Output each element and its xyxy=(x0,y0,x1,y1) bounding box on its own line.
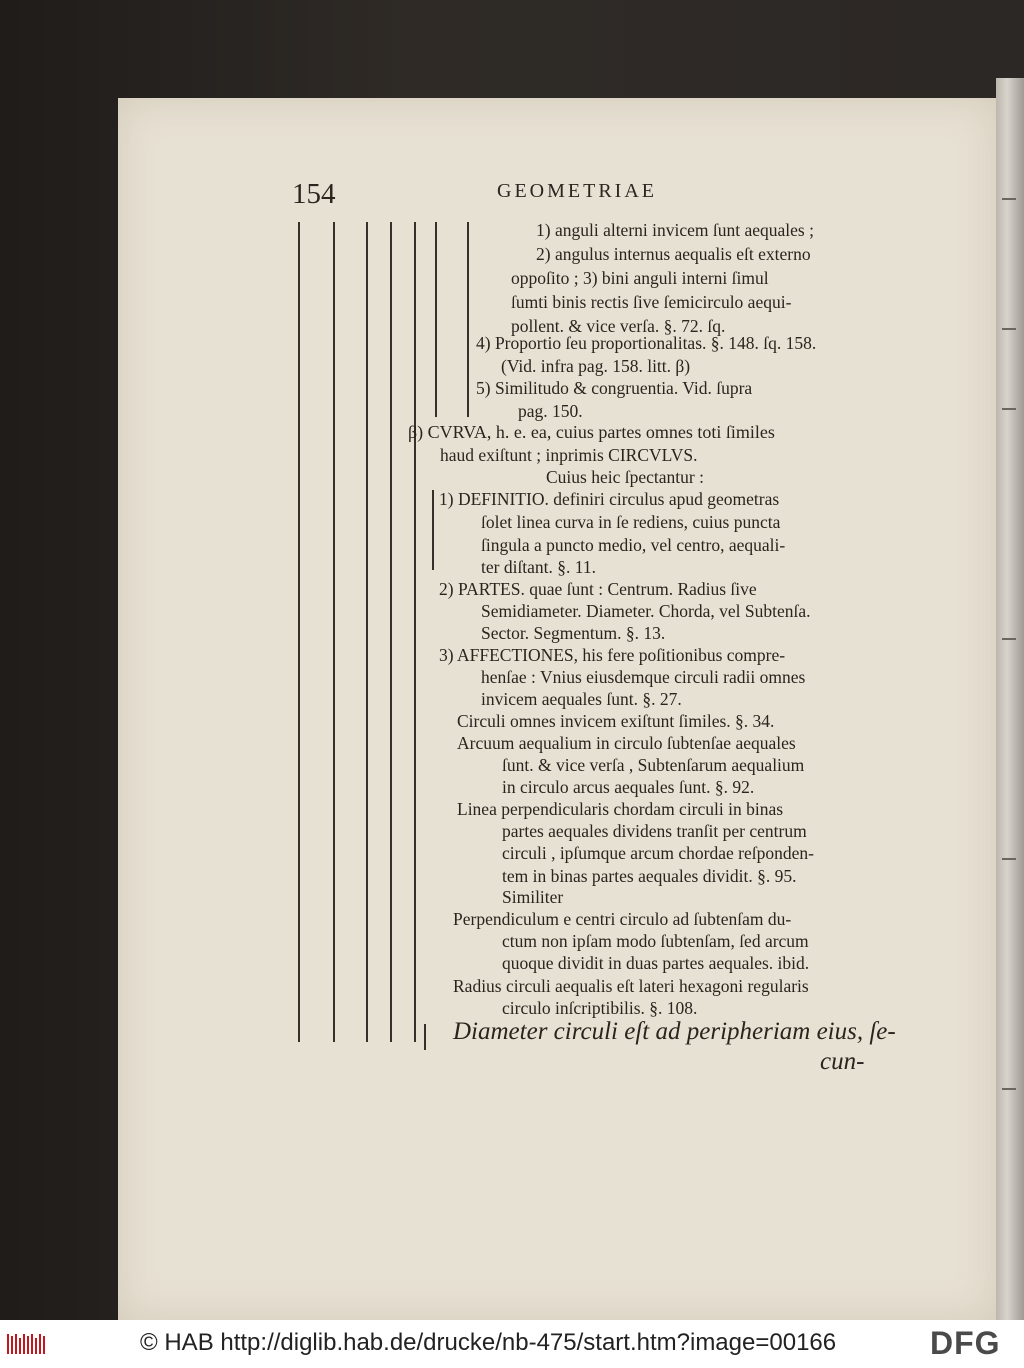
text-line: henſae : Vnius eiusdemque circuli radii omnes xyxy=(481,667,806,687)
running-title: GEOMETRIAE xyxy=(497,180,657,202)
text-line: ſunt. & vice verſa , Subtenſarum aequalium xyxy=(502,755,805,775)
text-line: partes aequales dividens tranſit per centrum xyxy=(502,821,807,841)
outline-rule xyxy=(424,1024,426,1050)
text-line: Radius circuli aequalis eſt lateri hexagoni regularis xyxy=(453,976,809,996)
text-line: Circuli omnes invicem exiſtunt ſimiles. §. 34. xyxy=(457,711,775,731)
outline-rule xyxy=(390,222,392,1042)
text-line: ſolet linea curva in ſe rediens, cuius puncta xyxy=(481,512,781,532)
text-line: 1) anguli alterni invicem ſunt aequales ; xyxy=(536,220,814,240)
text-line: 2) PARTES. quae ſunt : Centrum. Radius ſive xyxy=(439,579,757,599)
text-line: circuli , ipſumque arcum chordae reſponden- xyxy=(502,843,814,863)
text-line: 3) AFFECTIONES, his fere poſitionibus compre- xyxy=(439,645,786,665)
outline-rule xyxy=(366,222,368,1042)
text-line: invicem aequales ſunt. §. 27. xyxy=(481,689,682,709)
text-line: Similiter xyxy=(502,887,564,907)
outline-rule xyxy=(414,222,416,1042)
next-page-edge xyxy=(996,78,1024,1320)
text-line: 1) DEFINITIO. definiri circulus apud geometras xyxy=(439,489,780,509)
outline-rule xyxy=(298,222,300,1042)
hab-logo-icon xyxy=(6,1332,46,1356)
text-line: oppoſito ; 3) bini anguli interni ſimul xyxy=(511,268,769,288)
text-line: cun- xyxy=(820,1048,865,1075)
text-line: pollent. & vice verſa. §. 72. ſq. xyxy=(511,316,726,336)
text-line: Semidiameter. Diameter. Chorda, vel Subtenſa. xyxy=(481,601,811,621)
text-line: 4) Proportio ſeu proportionalitas. §. 148. ſq. 158. xyxy=(476,333,817,353)
text-line: ſingula a puncto medio, vel centro, aequali- xyxy=(481,535,786,555)
outline-rule xyxy=(333,222,335,1042)
text-line: circulo inſcriptibilis. §. 108. xyxy=(502,998,698,1018)
outline-rule xyxy=(432,490,434,570)
text-line: in circulo arcus aequales ſunt. §. 92. xyxy=(502,777,755,797)
outline-rule xyxy=(435,222,437,417)
text-line: ctum non ipſam modo ſubtenſam, ſed arcum xyxy=(502,931,809,951)
text-line: Perpendiculum e centri circulo ad ſubtenſam du- xyxy=(453,909,792,929)
text-line: Sector. Segmentum. §. 13. xyxy=(481,623,666,643)
text-line: haud exiſtunt ; inprimis CIRCVLVS. xyxy=(440,445,698,465)
text-line: Linea perpendicularis chordam circuli in binas xyxy=(457,799,784,819)
text-line: β) CVRVA, h. e. ea, cuius partes omnes toti ſimiles xyxy=(408,422,775,442)
footer-bar xyxy=(0,1320,1024,1368)
text-line: (Vid. infra pag. 158. litt. β) xyxy=(501,356,691,376)
text-line: Arcuum aequalium in circulo ſubtenſae aequales xyxy=(457,733,796,753)
text-line: ter diſtant. §. 11. xyxy=(481,557,597,577)
text-line: 5) Similitudo & congruentia. Vid. ſupra xyxy=(476,378,753,398)
dfg-logo: DFG xyxy=(930,1325,1001,1361)
text-line: Diameter circuli eſt ad peripheriam eius, ſe- xyxy=(453,1018,896,1045)
outline-rule xyxy=(467,222,469,417)
text-line: Cuius heic ſpectantur : xyxy=(546,467,704,487)
text-line: quoque dividit in duas partes aequales. ibid. xyxy=(502,953,810,973)
footer-copyright-link[interactable]: © HAB http://diglib.hab.de/drucke/nb-475/start.htm?image=00166 xyxy=(140,1329,837,1356)
page-number: 154 xyxy=(292,178,336,210)
text-line: ſumti binis rectis ſive ſemicirculo aequi- xyxy=(511,292,792,312)
text-line: pag. 150. xyxy=(518,401,583,421)
text-line: tem in binas partes aequales dividit. §. 95. xyxy=(502,866,797,886)
text-line: 2) angulus internus aequalis eſt externo xyxy=(536,244,811,264)
